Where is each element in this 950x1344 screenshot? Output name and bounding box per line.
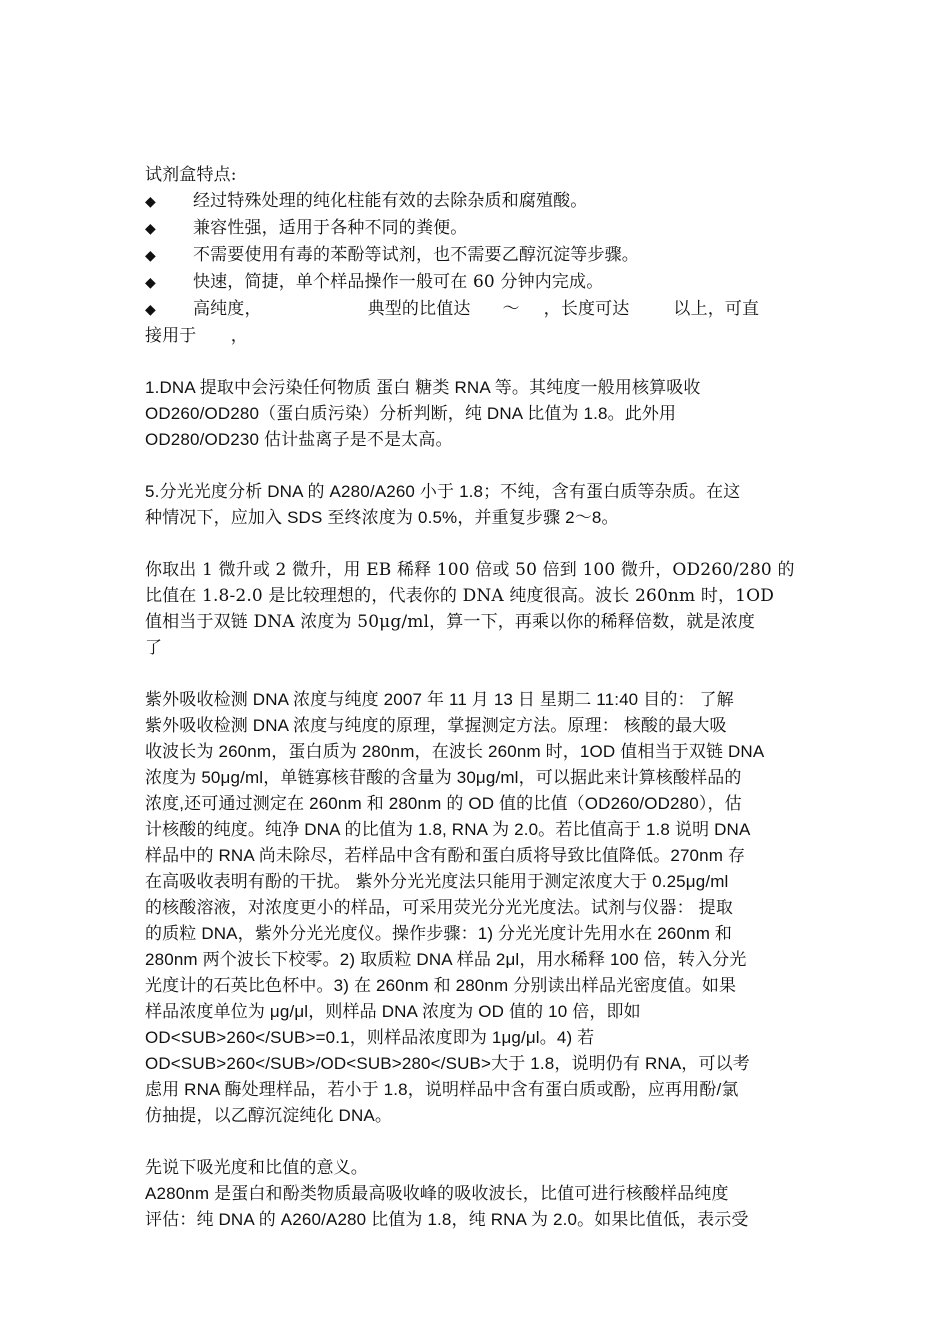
diamond-bullet-icon: ◆ <box>145 194 156 210</box>
paragraph-line: 虑用 RNA 酶处理样品，若小于 1.8，说明样品中含有蛋白质或酚，应再用酚/氯 <box>145 1080 739 1099</box>
feature-item <box>145 269 813 296</box>
paragraph-line: 紫外吸收检测 DNA 浓度与纯度 2007 年 11 月 13 日 星期二 11:40 目的： 了解 <box>145 690 734 709</box>
paragraph-line: 收波长为 260nm，蛋白质为 280nm，在波长 260nm 时，1OD 值相当于双链 DNA <box>145 742 765 761</box>
paragraph-line: OD<SUB>260</SUB>/OD<SUB>280</SUB>大于 1.8，说明仍有 RNA，可以考 <box>145 1054 750 1073</box>
paragraph-line: 计核酸的纯度。纯净 DNA 的比值为 1.8, RNA 为 2.0。若比值高于 1.8 说明 DNA <box>145 820 751 839</box>
document-page <box>145 162 813 1233</box>
paragraph-line: 值相当于双链 DNA 浓度为 50μg/ml，算一下，再乘以你的稀释倍数，就是浓度 <box>145 612 755 632</box>
paragraph-line: 5.分光光度分析 DNA 的 A280/A260 小于 1.8；不纯，含有蛋白质等杂质。在这 <box>145 482 741 501</box>
paragraph-line: 了 <box>145 638 163 658</box>
paragraph-line: 浓度,还可通过测定在 260nm 和 280nm 的 OD 值的比值（OD260/OD280），估 <box>145 794 742 813</box>
feature-item <box>145 188 813 215</box>
paragraph-line: 的质粒 DNA，紫外分光光度仪。操作步骤：1) 分光光度计先用水在 260nm 和 <box>145 924 733 943</box>
paragraph-line: 的核酸溶液，对浓度更小的样品，可采用荧光分光光度法。试剂与仪器： 提取 <box>145 898 733 917</box>
paragraph-line: 仿抽提，以乙醇沉淀纯化 DNA。 <box>145 1106 393 1125</box>
feature-text-continued: 接用于 ， <box>145 326 248 346</box>
paragraph-2 <box>145 479 813 531</box>
paragraph-line: OD280/OD230 估计盐离子是不是太高。 <box>145 430 453 449</box>
paragraph-3 <box>145 557 813 661</box>
paragraph-line: 评估：纯 DNA 的 A260/A280 比值为 1.8，纯 RNA 为 2.0。如果比值低，表示受 <box>145 1210 749 1229</box>
diamond-bullet-icon: ◆ <box>145 221 156 237</box>
diamond-bullet-icon: ◆ <box>145 248 156 264</box>
paragraph-line: 你取出 1 微升或 2 微升，用 EB 稀释 100 倍或 50 倍到 100 微升，OD260/280 的 <box>145 560 795 580</box>
paragraph-line: 光度计的石英比色杯中。3) 在 260nm 和 280nm 分别读出样品光密度值。如果 <box>145 976 737 995</box>
feature-text-part: ，长度可达 <box>543 299 630 319</box>
feature-text: 不需要使用有毒的苯酚等试剂，也不需要乙醇沉淀等步骤。 <box>193 245 639 265</box>
features-title: 试剂盒特点: <box>145 165 237 185</box>
feature-item <box>145 215 813 242</box>
paragraph-line: 种情况下，应加入 SDS 至终浓度为 0.5%，并重复步骤 2～8。 <box>145 508 619 527</box>
diamond-bullet-icon: ◆ <box>145 302 156 318</box>
paragraph-5 <box>145 1155 813 1233</box>
paragraph-line: 在高吸收表明有酚的干扰。 紫外分光光度法只能用于测定浓度大于 0.25μg/ml <box>145 872 729 891</box>
feature-text-part: ～ <box>502 299 520 319</box>
feature-text: 兼容性强，适用于各种不同的粪便。 <box>193 218 468 238</box>
feature-item <box>145 242 813 269</box>
feature-text-part: 典型的比值达 <box>367 299 471 319</box>
paragraph-line: OD260/OD280（蛋白质污染）分析判断，纯 DNA 比值为 1.8。此外用 <box>145 404 677 423</box>
feature-text: 经过特殊处理的纯化柱能有效的去除杂质和腐殖酸。 <box>193 191 588 211</box>
paragraph-line: 紫外吸收检测 DNA 浓度与纯度的原理，掌握测定方法。原理： 核酸的最大吸 <box>145 716 727 735</box>
feature-text-part: 以上，可直 <box>673 299 760 319</box>
paragraph-line: 先说下吸光度和比值的意义。 <box>145 1158 368 1177</box>
paragraph-line: A280nm 是蛋白和酚类物质最高吸收峰的吸收波长，比值可进行核酸样品纯度 <box>145 1184 729 1203</box>
feature-text: 快速，简捷，单个样品操作一般可在 60 分钟内完成。 <box>193 272 604 292</box>
paragraph-line: 浓度为 50μg/ml，单链寡核苷酸的含量为 30μg/ml，可以据此来计算核酸样品的 <box>145 768 742 787</box>
feature-text-part: 高纯度， <box>193 299 262 319</box>
paragraph-4 <box>145 687 813 1129</box>
feature-item <box>145 296 813 323</box>
paragraph-line: 280nm 两个波长下校零。2) 取质粒 DNA 样品 2μl，用水稀释 100 倍，转入分光 <box>145 950 747 969</box>
diamond-bullet-icon: ◆ <box>145 275 156 291</box>
paragraph-line: OD<SUB>260</SUB>=0.1，则样品浓度即为 1μg/μl。4) 若 <box>145 1028 595 1047</box>
paragraph-line: 样品中的 RNA 尚未除尽，若样品中含有酚和蛋白质将导致比值降低。270nm 存 <box>145 846 746 865</box>
paragraph-line: 比值在 1.8-2.0 是比较理想的，代表你的 DNA 纯度很高。波长 260nm 时，1OD <box>145 586 774 606</box>
paragraph-1 <box>145 375 813 453</box>
paragraph-line: 1.DNA 提取中会污染任何物质 蛋白 糖类 RNA 等。其纯度一般用核算吸收 <box>145 378 701 397</box>
paragraph-line: 样品浓度单位为 μg/μl，则样品 DNA 浓度为 OD 值的 10 倍，即如 <box>145 1002 641 1021</box>
